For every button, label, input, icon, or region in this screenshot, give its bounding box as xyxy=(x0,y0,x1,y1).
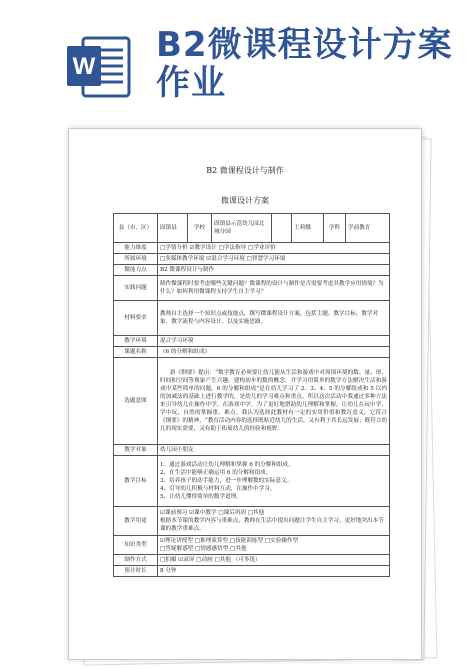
row-label: 制作方式 xyxy=(114,555,158,566)
row-label: 教学环境 xyxy=(114,336,158,347)
county-value: 固镇县 xyxy=(158,214,188,243)
row-label: 能力维度 xyxy=(114,243,158,254)
usage-note: 根据本节课的教学内容与重难点，教师在生活中提出问题让学生自主学习，更好地突出本节课的教学重难点。 xyxy=(160,518,384,532)
row-label: 实践问题 xyxy=(114,276,158,301)
row-value: 新《纲要》提出：“数学教育必须要让幼儿能从生活和游戏中对周围环境的数、量、形、时间和空间等现象产生兴趣，建构初步的数的概念，并学习用简单的数学方法解决生活和游戏中某些简单的问题。6 的分解和组成”是在幼儿学习了 2、3、4、5 的分解组成和 5 以内的加减法的基础上进行教学的，是幼儿的学习难点和重点。所以这次活动中我通过多种方法来引导幼儿在操作中学，在游戏中学，为了更好地帮助幼儿理解和掌握，让幼儿在玩中学，学中玩，自然的掌握重、难点。我认为选择此教材有一定的实用价值和教育意义，它符合《纲要》的精神，“教育活动内容的选择既贴近幼儿的生活，又有利于其长远发展；既符合幼儿的现实需要，又有助于拓展幼儿的经验和视野。 xyxy=(158,358,390,445)
subject-value: 学前教育 xyxy=(346,214,390,243)
doc-title: B2 微课程设计与制作 xyxy=(206,166,284,175)
row-value: □学情分析 ☑教学设计 □学法指导 □学业评价 xyxy=(158,243,390,254)
row-value: B2 微课程设计与制作 xyxy=(158,265,390,276)
blank-cell xyxy=(272,214,292,243)
row-label: 课题名称 xyxy=(114,347,158,358)
list-item: 4、引导幼儿积极与材料互动，在操作中学习。 xyxy=(160,486,276,492)
table-row xyxy=(114,347,390,358)
row-value xyxy=(158,536,390,555)
row-value: 混合学习环境 xyxy=(158,336,390,347)
table-row xyxy=(114,456,390,507)
row-value xyxy=(158,507,390,536)
title-banner xyxy=(0,0,474,118)
table-row xyxy=(114,301,390,336)
list-item: 1、通过游戏活动让幼儿理解和掌握 6 的分解和组成。 xyxy=(160,462,294,468)
goals-list xyxy=(158,456,390,507)
row-label: 预计时长 xyxy=(114,566,158,577)
table-row xyxy=(114,243,390,254)
list-item: 2、在生活中能够正确运用 6 的分解和组成。 xyxy=(160,470,272,476)
table-row xyxy=(114,265,390,276)
doc-subtitle: 微课设计方案 xyxy=(221,196,269,205)
document-page xyxy=(68,128,422,660)
row-label: 教学对象 xyxy=(114,445,158,456)
list-item: 5、让幼儿懂得简单的数学道理。 xyxy=(160,494,242,500)
table-row xyxy=(114,566,390,577)
row-label: 微能力点 xyxy=(114,265,158,276)
row-label: 知识类型 xyxy=(114,536,158,555)
row-value: □拍摄 ☑录屏 □动画 □其他 （可多选） xyxy=(158,555,390,566)
table-row xyxy=(114,507,390,536)
row-value: 《6 的分解和组成》 xyxy=(158,347,390,358)
county-label: 县（市、区） xyxy=(114,214,158,243)
table-row xyxy=(114,555,390,566)
row-label: 所属环境 xyxy=(114,254,158,265)
row-value: 8 分钟 xyxy=(158,566,390,577)
teacher-name: 王莉娜 xyxy=(292,214,324,243)
row-value: 教师自主选择一个知识点或技能点，撰写微课程设计方案，包括主题、教学目标、教学对象、教学流程与内容设计，以及实施思路。 xyxy=(158,301,390,336)
table-row xyxy=(114,276,390,301)
row-label: 教学用途 xyxy=(114,507,158,536)
type-options-line: □答疑解惑型 □情感感悟型 □其他 xyxy=(160,546,247,552)
row-value: 制作微课程时要考虑哪些关键问题？微课程的设计与制作是否需要考虑其教学应用情境？为什么？如何利用微课程支持学生自主学习？ xyxy=(158,276,390,301)
word-doc-icon xyxy=(65,32,133,100)
list-item: 3、培养孩子的动手能力，进一步理解数的实际意义。 xyxy=(160,478,293,484)
row-label: 选题意图 xyxy=(114,358,158,445)
subject-label: 学科 xyxy=(324,214,346,243)
svg-text:W: W xyxy=(72,53,96,80)
usage-options: ☑课前预习 ☑课中教学 □课后巩固 □其他 xyxy=(160,510,265,516)
table-row xyxy=(114,358,390,445)
school-value: 固镇县示范幼儿园北城分园 xyxy=(212,214,272,243)
type-options-line: ☑理论讲授型 □推理演算型 □技能训练型 □实验操作型 xyxy=(160,538,299,544)
banner-title: B2微课程设计方案作业 xyxy=(156,25,453,103)
row-value: 幼儿园小朋友 xyxy=(158,445,390,456)
row-label: 教学目标 xyxy=(114,456,158,507)
table-row xyxy=(114,214,390,243)
table-row xyxy=(114,536,390,555)
design-table xyxy=(113,213,390,577)
table-row xyxy=(114,254,390,265)
table-row xyxy=(114,336,390,347)
school-label: 学校 xyxy=(188,214,212,243)
row-value: □多媒体教学环境 ☑混合学习环境 □智慧学习环境 xyxy=(158,254,390,265)
row-label: 材料要求 xyxy=(114,301,158,336)
table-row xyxy=(114,445,390,456)
